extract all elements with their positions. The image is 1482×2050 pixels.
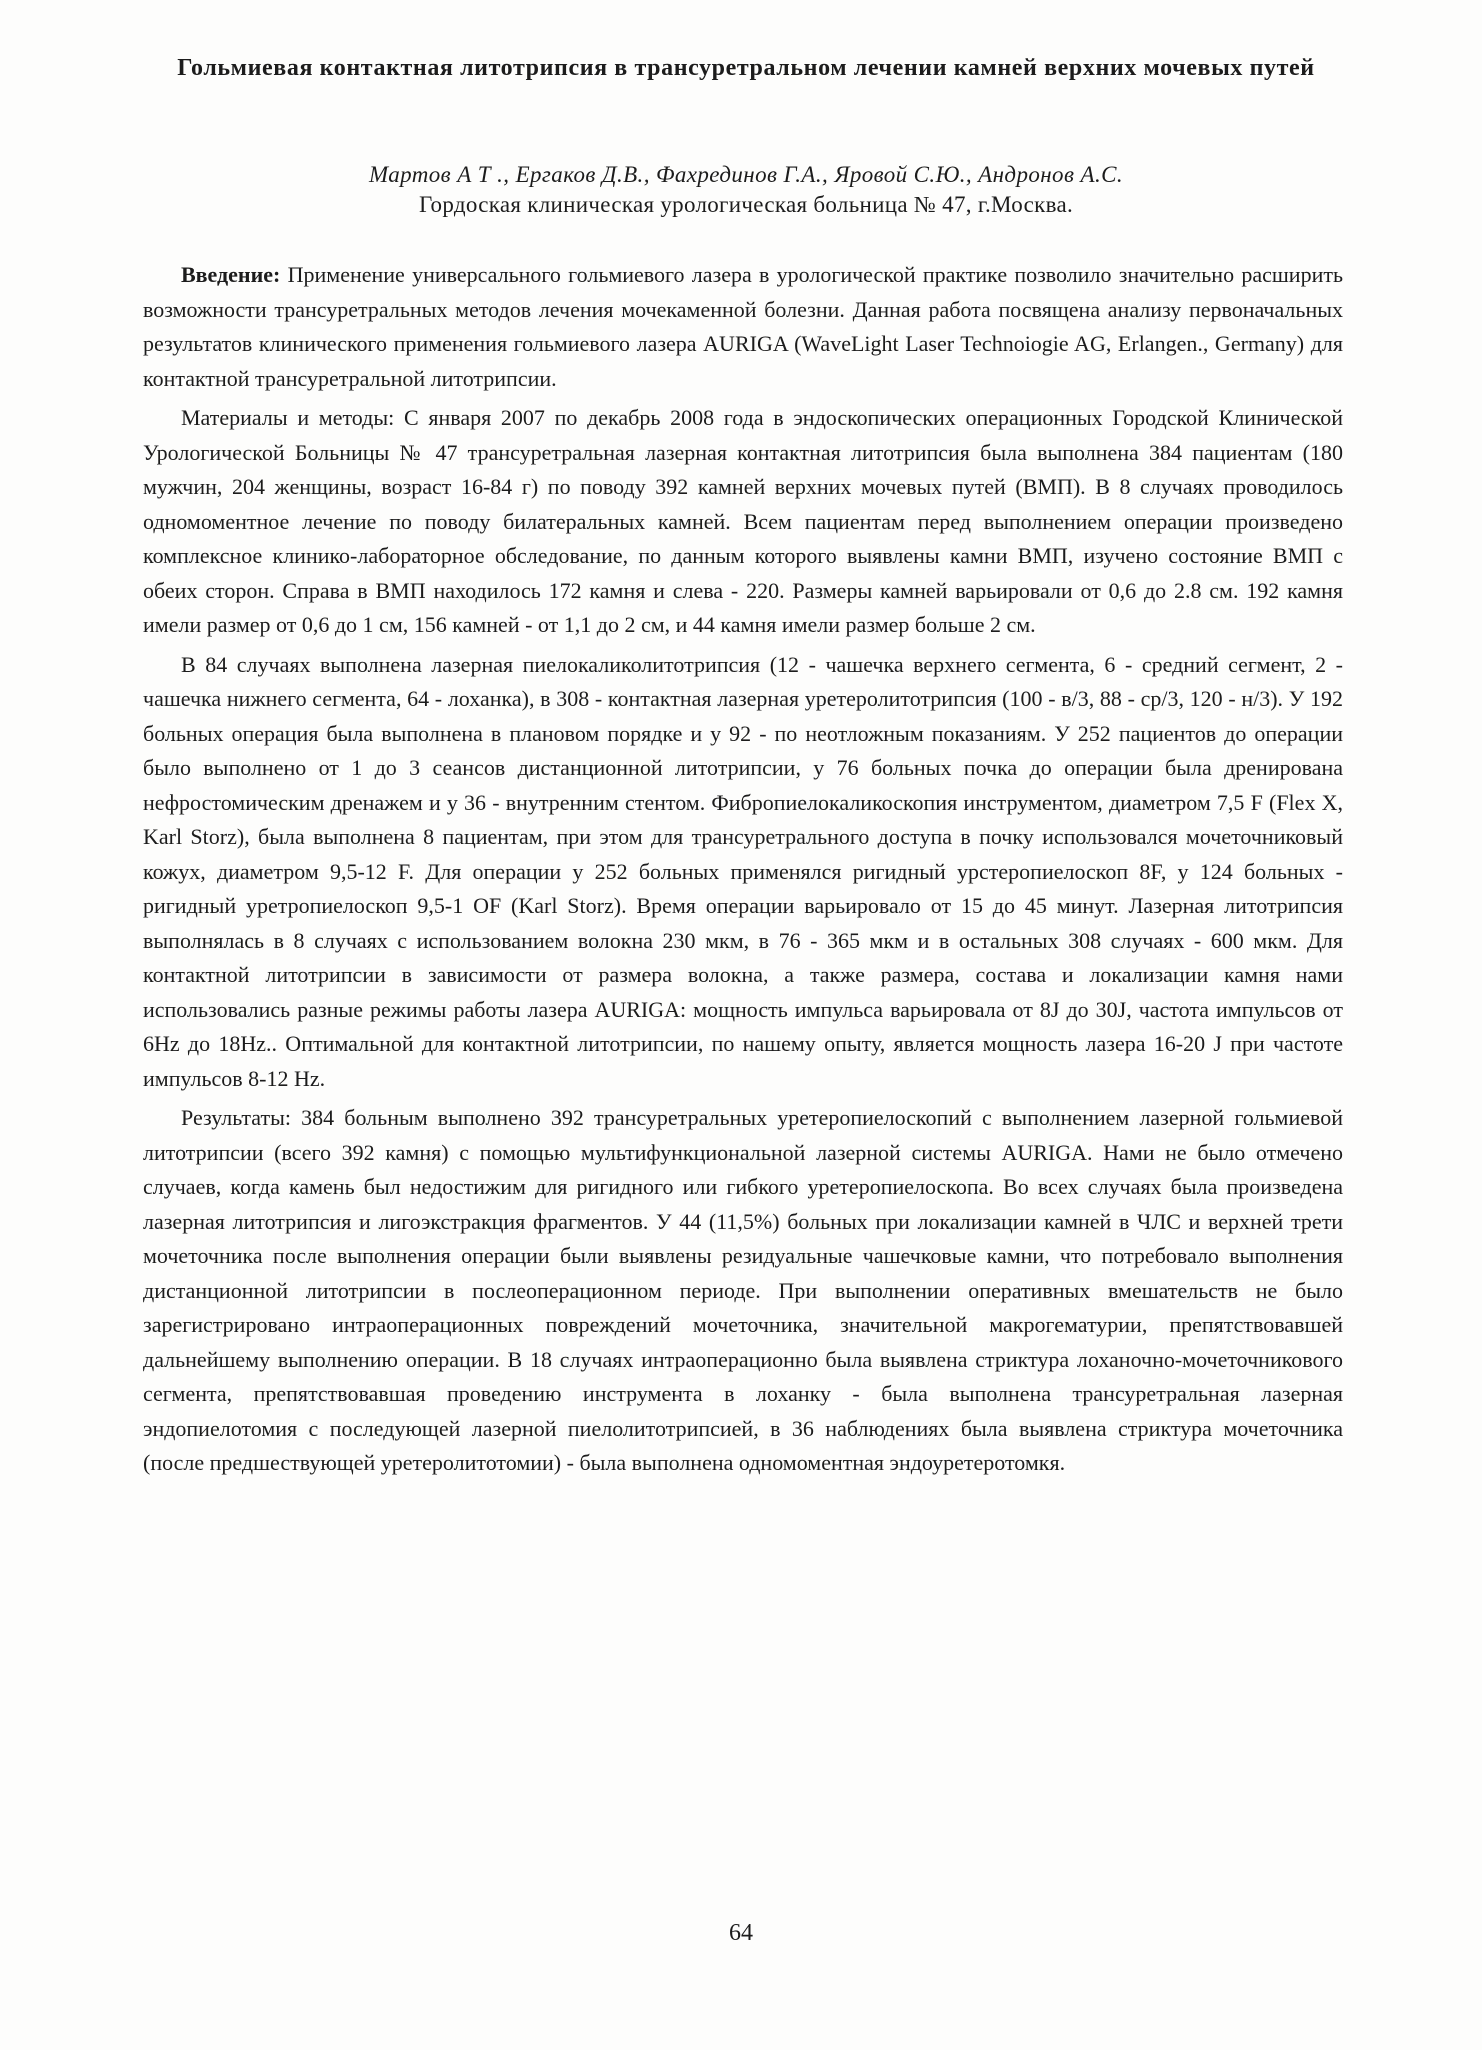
paragraph-text: В 84 случаях выполнена лазерная пиелокаликолитотрипсия (12 - чашечка верхнего сегмента, 6 - средний сегмент, 2 - чашечка нижнего сегмента, 64 - лоханка), в 308 - контактная лазерная уретеролитотрипсия (100 - в/3, 88 - ср/3, 120 - н/3). У 192 больных операция была выполнена в плановом порядке и у 92 - по неотложным показаниям. У 252 пациентов до операции было выполнено от 1 до 3 сеансов дистанционной литотрипсии, у 76 больных почка до операции была дренирована нефростомическим дренажем и у 36 - внутренним стентом. Фибропиелокаликоскопия инструментом, диаметром 7,5 F (Flex X, Karl Storz), была выполнена 8 пациентам, при этом для трансуретрального доступа в почку использовался мочеточниковый кожух, диаметром 9,5-12 F. Для операции у 252 больных применялся ригидный урстеропиелоскоп 8F, у 124 больных - ригидный уретропиелоскоп 9,5-1 OF (Karl Storz). Время операции варьировало от 15 до 45 минут. Лазерная литотрипсия выполнялась в 8 случаях с использованием волокна 230 мкм, в 76 - 365 мкм и в остальных 308 случаях - 600 мкм. Для контактной литотрипсии в зависимости от размера волокна, а также размера, состава и локализации камня нами использовались разные режимы работы лазера AURIGA: мощность импульса варьировала от 8J до 30J, частота импульсов от 6Hz до 18Hz.. Оптимальной для контактной литотрипсии, по нашему опыту, является мощность лазера 16-20 J при частоте импульсов 8-12 Hz. [143,651,1343,1091]
paragraph-lead: Введение: [181,262,281,287]
paragraph-text: Применение универсального гольмиевого лазера в урологической практике позволило значительно расширить возможности трансуретральных методов лечения мочекаменной болезни. Данная работа посвящена анализу первоначальных результатов клинического применения гольмиевого лазера AURIGA (WaveLight Laser Technoiogie AG, Erlangen., Germany) для контактной трансуретральной литотрипсии. [143,262,1343,391]
page-number: 64 [729,1920,753,1946]
article-title: Гольмиевая контактная литотрипсия в трансуретральном лечении камней верхних мочевых путей [177,55,1315,81]
paragraph-text: Результаты: 384 больным выполнено 392 трансуретральных уретеропиелоскопий с выполнением лазерной гольмиевой литотрипсии (всего 392 камня) с помощью мультифункциональной лазерной системы AURIGA. Нами не было отмечено случаев, когда камень был недостижим для ригидного или гибкого уретеропиелоскопа. Во всех случаях была произведена лазерная литотрипсия и лигоэкстракция фрагментов. У 44 (11,5%) больных при локализации камней в ЧЛС и верхней трети мочеточника после выполнения операции были выявлены резидуальные чашечковые камни, что потребовало выполнения дистанционной литотрипсии в послеоперационном периоде. При выполнении оперативных вмешательств не было зарегистрировано интраоперационных повреждений мочеточника, значительной макрогематурии, препятствовавшей дальнейшему выполнению операции. В 18 случаях интраоперационно была выявлена стриктура лоханочно-мочеточникового сегмента, препятствовавшая проведению инструмента в лоханку - была выполнена трансуретральная лазерная эндопиелотомия с последующей лазерной пиелолитотрипсией, в 36 наблюдениях была выявлена стриктура мочеточника (после предшествующей уретеролитотомии) - была выполнена одномоментная эндоуретеротомкя. [143,1105,1343,1475]
paragraph-introduction [143,258,1343,396]
article-body [143,258,1343,1486]
paragraph-text: Материалы и методы: С января 2007 по декабрь 2008 года в эндоскопических операционных Городской Клинической Урологической Больницы № 47 трансуретральная лазерная контактная литотрипсия была выполнена 384 пациентам (180 мужчин, 204 женщины, возраст 16-84 г) по поводу 392 камней верхних мочевых путей (ВМП). В 8 случаях проводилось одномоментное лечение по поводу билатеральных камней. Всем пациентам перед выполнением операции произведено комплексное клинико-лабораторное обследование, по данным которого выявлены камни ВМП, изучено состояние ВМП с обеих сторон. Справа в ВМП находилось 172 камня и слева - 220. Размеры камней варьировали от 0,6 до 2.8 см. 192 камня имели размер от 0,6 до 1 см, 156 камней - от 1,1 до 2 см, и 44 камня имели размер больше 2 см. [143,405,1343,637]
paragraph-procedures [143,648,1343,1097]
article-authors: Мартов А Т ., Ергаков Д.В., Фахрединов Г.А., Яровой С.Ю., Андронов А.С. [369,162,1123,187]
paragraph-results [143,1101,1343,1481]
paragraph-methods [143,401,1343,643]
article-affiliation: Гордоская клиническая урологическая больница № 47, г.Москва. [418,192,1074,217]
